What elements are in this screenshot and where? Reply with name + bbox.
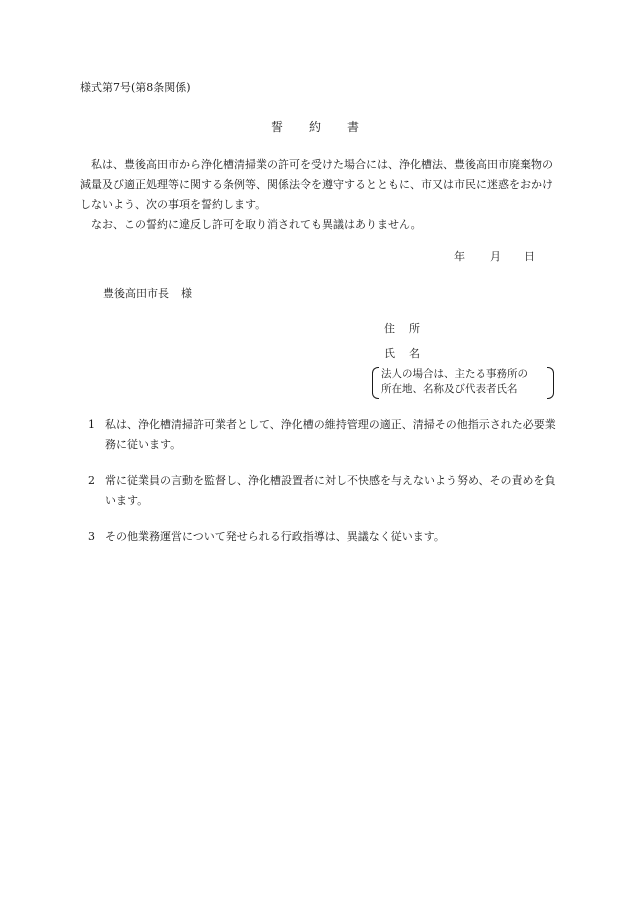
form-number-label: 様式第7号(第8条関係) <box>80 81 191 94</box>
address-char-1: 住 <box>384 322 395 335</box>
name-char-1: 氏 <box>384 347 395 360</box>
pledge-item <box>88 415 558 455</box>
pledge-item-number: 2 <box>88 474 95 487</box>
name-field-label <box>384 348 420 359</box>
corporation-note-line-2: 所在地、名称及び代表者氏名 <box>381 383 518 395</box>
pledge-item-text: 私は、浄化槽清掃許可業者として、浄化槽の維持管理の適正、清掃その他指示された必要業務に従います。 <box>105 418 556 451</box>
pledge-paragraph-2: なお、この誓約に違反し許可を取り消されても異議はありません。 <box>80 218 422 231</box>
title-char-1: 誓 <box>270 120 283 134</box>
date-year-label: 年 <box>454 250 465 263</box>
title-char-2: 約 <box>308 120 321 134</box>
corporation-note <box>372 367 554 397</box>
addressee-name: 豊後高田市長 <box>103 287 169 300</box>
date-month-label: 月 <box>490 250 501 263</box>
right-bracket <box>547 367 554 399</box>
date-day-label: 日 <box>524 250 535 263</box>
addressee <box>103 288 192 299</box>
addressee-honorific: 様 <box>181 287 192 300</box>
name-char-2: 名 <box>409 347 420 360</box>
pledge-paragraph-1: 私は、豊後高田市から浄化槽清掃業の許可を受けた場合には、浄化槽法、豊後高田市廃棄物の減量及び適正処理等に関する条例等、関係法令を遵守するとともに、市又は市民に迷惑をおかけしないよう、次の事項を誓約します。 <box>80 158 553 211</box>
pledge-item-text: その他業務運営について発せられる行政指導は、異議なく従います。 <box>105 530 445 543</box>
pledge-item <box>88 471 558 511</box>
address-char-2: 所 <box>409 322 420 335</box>
pledge-body <box>80 155 560 235</box>
pledge-item <box>88 527 558 547</box>
corporation-note-line-1: 法人の場合は、主たる事務所の <box>381 368 528 380</box>
address-field-label <box>384 323 420 334</box>
document-title <box>0 121 630 133</box>
pledge-item-text: 常に従業員の言動を監督し、浄化槽設置者に対し不快感を与えないよう努め、その責めを負います。 <box>105 474 556 507</box>
pledge-item-number: 3 <box>88 530 95 543</box>
title-char-3: 書 <box>347 120 360 134</box>
left-bracket <box>372 367 379 399</box>
pledge-item-number: 1 <box>88 418 95 431</box>
